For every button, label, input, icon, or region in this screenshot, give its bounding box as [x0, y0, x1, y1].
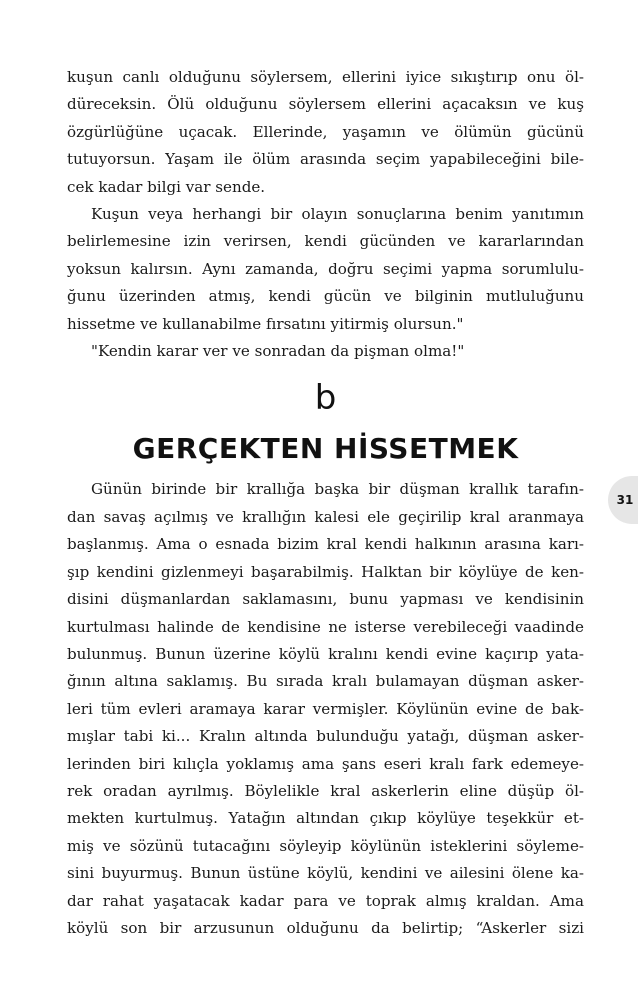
- page-body: [67, 64, 584, 942]
- text-line: disini düşmanlardan saklamasını, bunu yapması ve kendisinin: [67, 590, 584, 609]
- text-line: düreceksin. Ölü olduğunu söylersem ellerini açacaksın ve kuş: [67, 95, 584, 114]
- text-line: şıp kendini gizlenmeyi başarabilmiş. Halktan bir köylüye de ken-: [67, 562, 584, 581]
- text-line: miş ve sözünü tutacağını söyleyip köylünün isteklerini söyleme-: [67, 836, 584, 855]
- text-line: ğunu üzerinden atmış, kendi gücün ve bilginin mutluluğunu: [67, 287, 584, 306]
- text-line: mekten kurtulmuş. Yatağın altından çıkıp köylüye teşekkür et-: [67, 809, 584, 828]
- text-line: rek oradan ayrılmış. Böylelikle kral askerlerin eline düşüp öl-: [67, 781, 584, 800]
- text-line: cek kadar bilgi var sende.: [67, 177, 266, 196]
- text-line: kurtulması halinde de kendisine ne isterse verebileceği vaadinde: [67, 617, 584, 636]
- text-line: tutuyorsun. Yaşam ile ölüm arasında seçim yapabileceğini bile-: [67, 150, 584, 169]
- text-line: leri tüm evleri aramaya karar vermişler. Köylünün evine de bak-: [67, 699, 584, 718]
- text-line: başlanmış. Ama o esnada bizim kral kendi halkının arasına karı-: [67, 535, 584, 554]
- text-line: Kuşun veya herhangi bir olayın sonuçlarına benim yanıtımın: [91, 205, 584, 224]
- text-line: mışlar tabi ki... Kralın altında bulunduğu yatağı, düşman asker-: [67, 727, 584, 746]
- text-line: belirlemesine izin verirsen, kendi gücünden ve kararlarından: [67, 232, 584, 251]
- text-line: Günün birinde bir krallığa başka bir düşman krallık tarafın-: [91, 480, 584, 499]
- text-line: lerinden biri kılıçla yoklamış ama şans eseri kralı fark edemeye-: [67, 754, 584, 773]
- ornament-glyph: b: [314, 378, 337, 419]
- paragraph-1: [67, 64, 584, 201]
- text-line: sini buyurmuş. Bunun üstüne köylü, kendini ve ailesini ölene ka-: [67, 864, 584, 883]
- text-line: özgürlüğüne uçacak. Ellerinde, yaşamın ve ölümün gücünü: [67, 122, 584, 141]
- text-line: hissetme ve kullanabilme fırsatını yitirmiş olursun.": [67, 314, 464, 333]
- text-line: bulunmuş. Bunun üzerine köylü kralını kendi evine kaçırıp yata-: [67, 644, 584, 663]
- quote-line: "Kendin karar ver ve sonradan da pişman olma!": [91, 342, 465, 361]
- text-line: kuşun canlı olduğunu söylersem, ellerini iyice sıkıştırıp onu öl-: [67, 68, 584, 86]
- page-number-tab: [608, 476, 638, 524]
- text-line: yoksun kalırsın. Aynı zamanda, doğru seçimi yapma sorumlulu-: [67, 259, 584, 278]
- page-number: 31: [616, 493, 634, 507]
- text-line: dan savaş açılmış ve krallığın kalesi ele geçirilip kral aranmaya: [67, 507, 584, 526]
- paragraph-2: [67, 201, 584, 338]
- paragraph-3: [67, 476, 584, 942]
- chapter-title: GERÇEKTEN HİSSETMEK: [132, 432, 519, 466]
- text-line: köylü son bir arzusunun olduğunu da belirtip; “Askerler sizi: [67, 918, 584, 937]
- text-line: dar rahat yaşatacak kadar para ve toprak almış kraldan. Ama: [67, 891, 584, 910]
- text-line: ğının altına saklamış. Bu sırada kralı bulamayan düşman asker-: [67, 672, 584, 691]
